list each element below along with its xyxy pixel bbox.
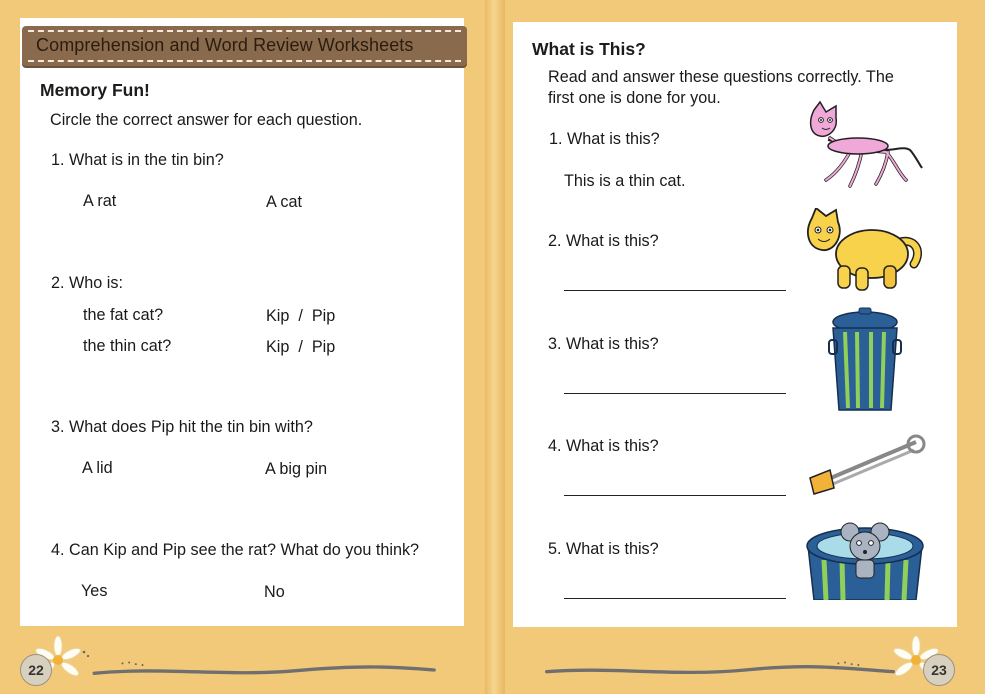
q2-row1-choices[interactable]: Kip / Pip [266, 307, 336, 325]
worksheet-banner [22, 26, 467, 66]
what-is-this-heading: What is This? [532, 39, 646, 59]
safety-pin-icon [804, 426, 930, 496]
left-footer-wave [60, 660, 470, 680]
q3-option-a[interactable]: A lid [82, 459, 113, 477]
q3-question: 3. What does Pip hit the tin bin with? [51, 418, 313, 436]
item5-answer-line[interactable] [564, 598, 786, 599]
item2-question: 2. What is this? [548, 232, 659, 250]
item1-question: 1. What is this? [549, 130, 660, 148]
right-footer-wave [510, 660, 930, 680]
item2-answer-line[interactable] [564, 290, 786, 291]
item3-question: 3. What is this? [548, 335, 659, 353]
rat-in-bin-icon [802, 516, 928, 600]
q2-question: 2. Who is: [51, 274, 123, 292]
banner-stitch-bottom [28, 60, 461, 62]
banner-stitch-top [28, 30, 461, 32]
banner-title: Comprehension and Word Review Worksheets [36, 35, 414, 55]
right-instruction-line1: Read and answer these questions correctly. The [548, 68, 894, 86]
fat-yellow-cat-icon [804, 208, 926, 294]
tin-bin-icon [826, 306, 904, 416]
left-instruction: Circle the correct answer for each question. [50, 111, 363, 129]
q4-option-a[interactable]: Yes [81, 582, 108, 600]
memory-fun-heading: Memory Fun! [40, 80, 150, 100]
q3-option-b[interactable]: A big pin [265, 460, 328, 478]
q2-row1-label: the fat cat? [83, 306, 164, 324]
q4-option-b[interactable]: No [264, 583, 285, 601]
item3-answer-line[interactable] [564, 393, 786, 394]
q4-question: 4. Can Kip and Pip see the rat? What do you think? [51, 541, 420, 559]
item1-answer: This is a thin cat. [564, 172, 686, 190]
q2-row2-choices[interactable]: Kip / Pip [266, 338, 336, 356]
q2-row2-label: the thin cat? [83, 337, 172, 355]
q1-question: 1. What is in the tin bin? [51, 151, 224, 169]
item4-answer-line[interactable] [564, 495, 786, 496]
left-page [0, 0, 492, 694]
page-number-right: 23 [923, 654, 955, 686]
thin-pink-cat-icon [806, 100, 926, 196]
page-number-left: 22 [20, 654, 52, 686]
q1-option-b[interactable]: A cat [266, 193, 302, 211]
item4-question: 4. What is this? [548, 437, 659, 455]
right-instruction-line2: first one is done for you. [548, 89, 721, 107]
item5-question: 5. What is this? [548, 540, 659, 558]
q1-option-a[interactable]: A rat [83, 192, 117, 210]
